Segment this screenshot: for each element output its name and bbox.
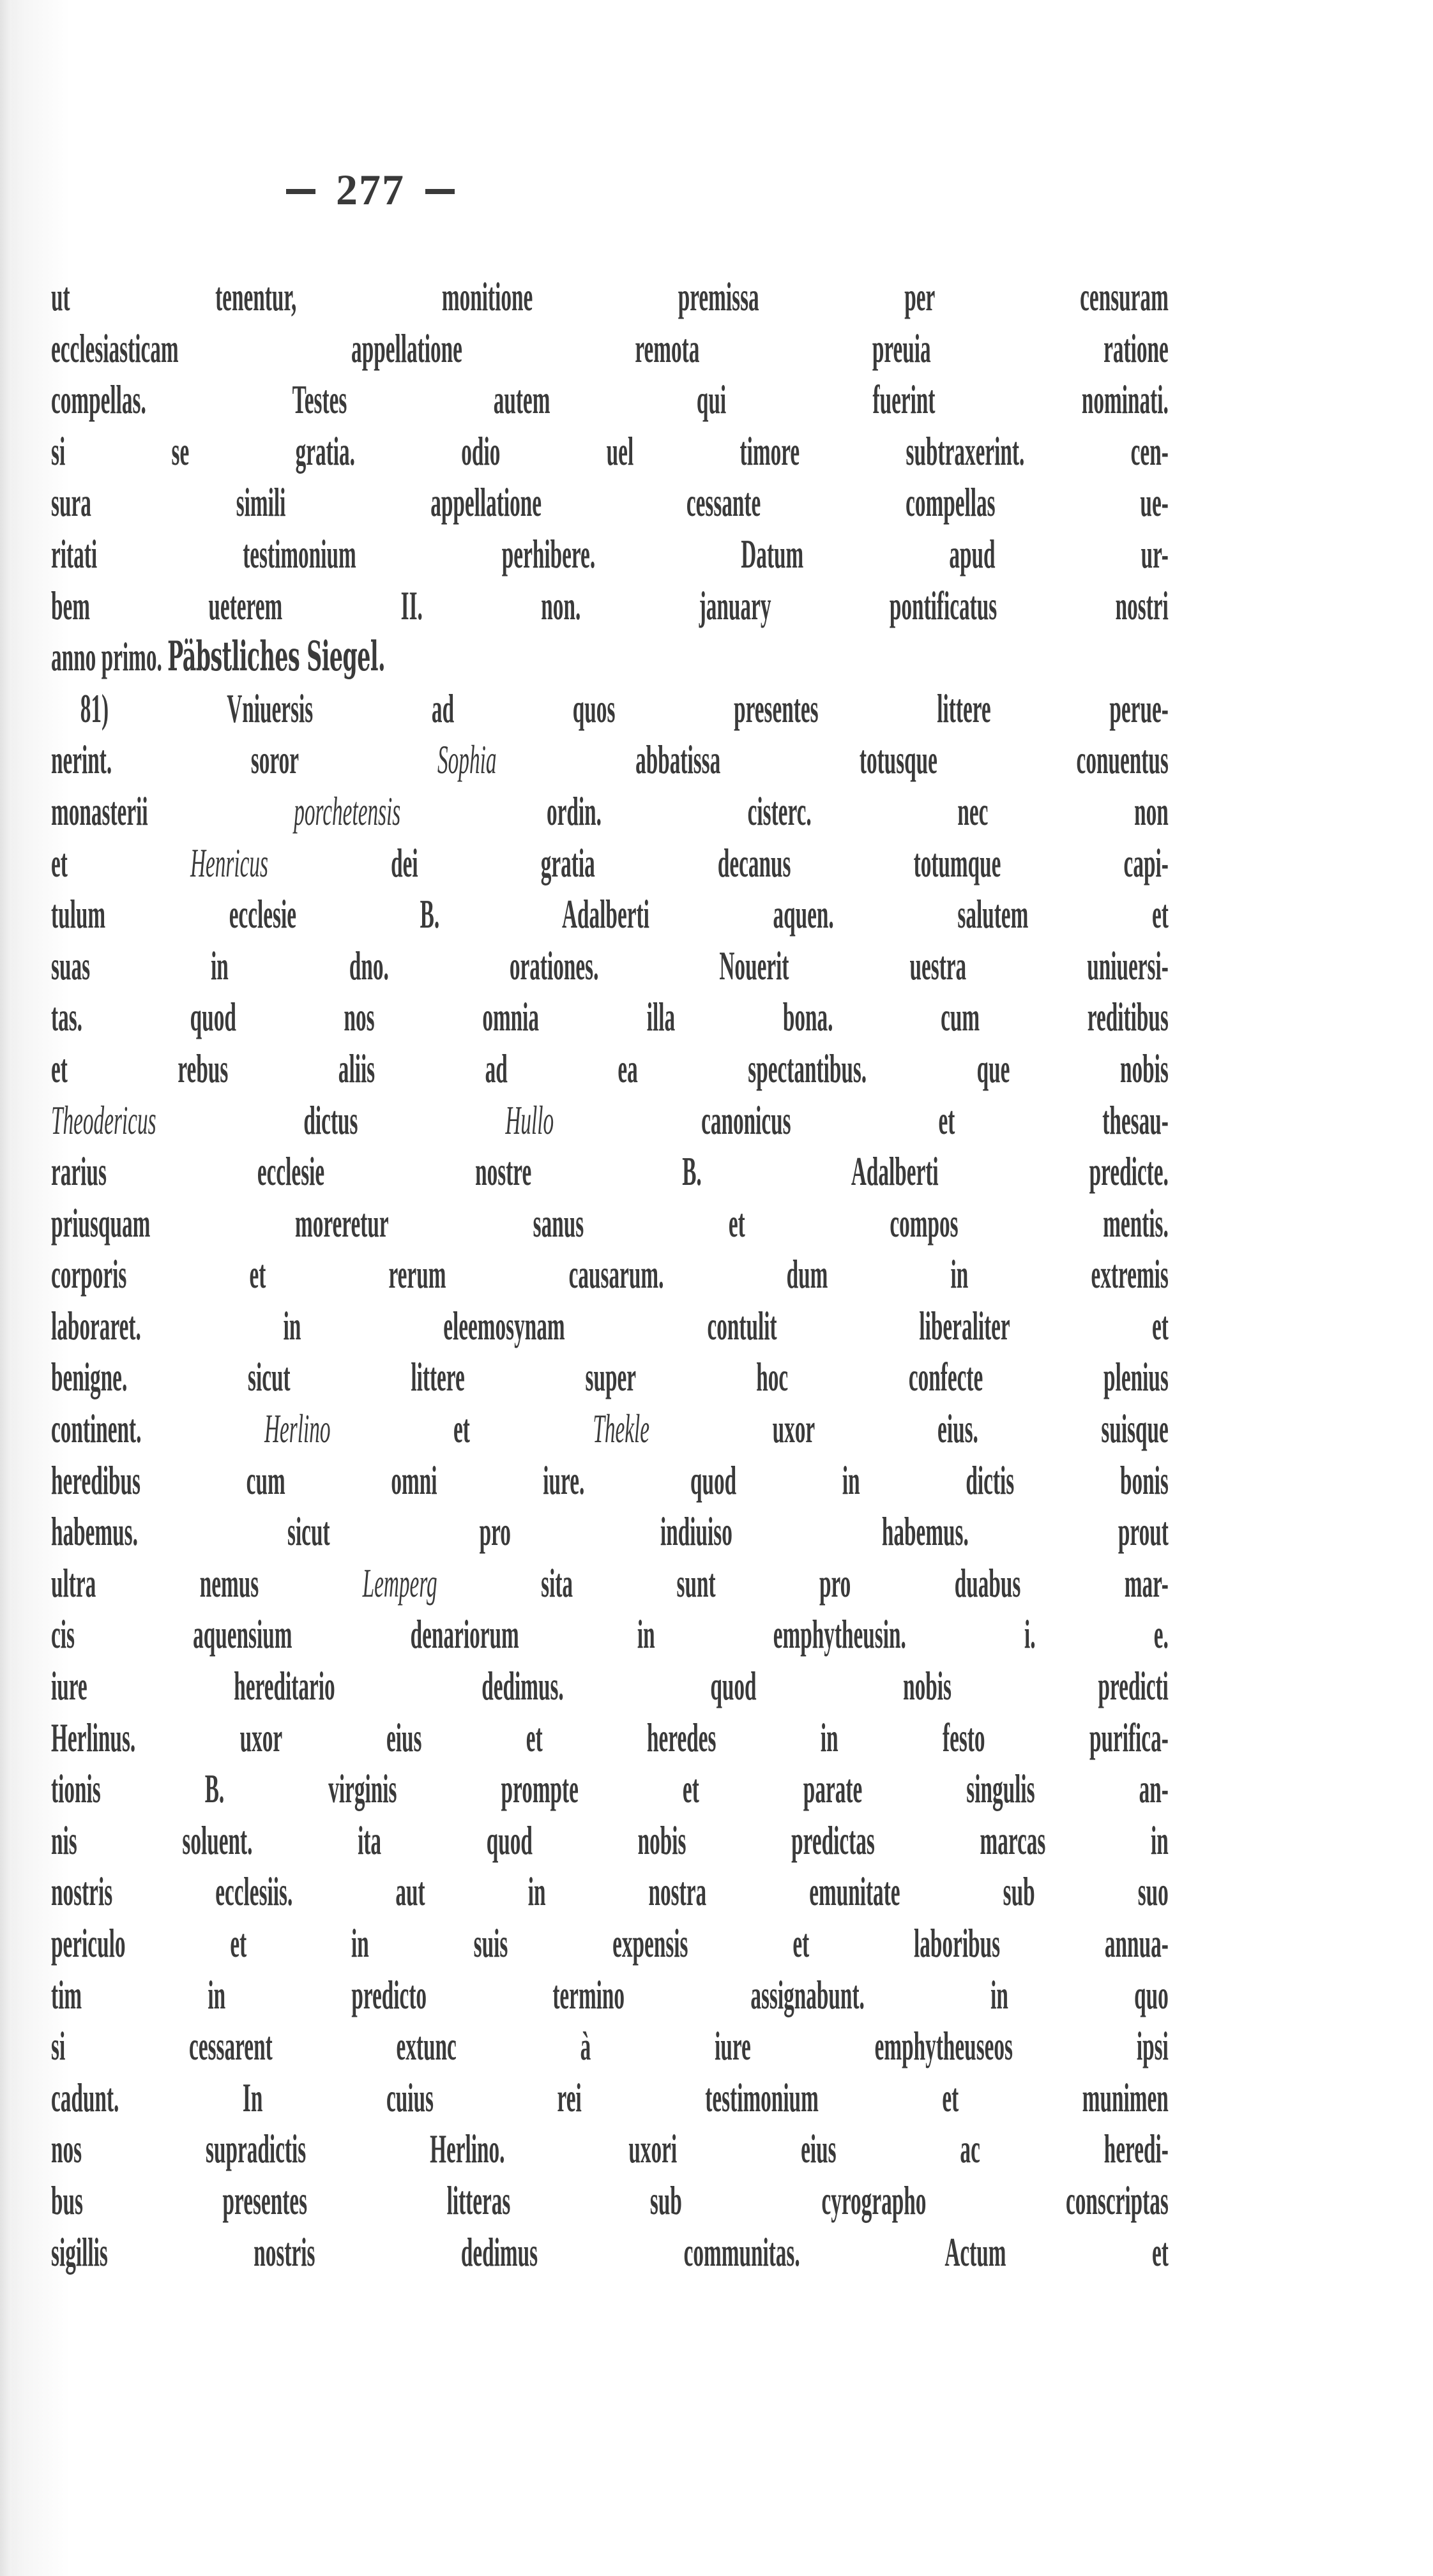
text-line	[51, 1866, 1169, 1918]
text-segment: iure hereditario dedimus. quod nobis predicti	[51, 1663, 1169, 1709]
text-segment: sura simili appellatione cessante compellas ue-	[51, 479, 1169, 525]
italic-name: Lemperg	[362, 1560, 437, 1606]
text-line	[51, 271, 1169, 323]
text-line	[51, 1918, 1169, 1970]
text-line	[51, 1300, 1169, 1352]
italic-name: Hullo	[505, 1097, 554, 1143]
text-line	[51, 580, 1169, 632]
text-line	[51, 2175, 1169, 2227]
text-line	[51, 2227, 1169, 2278]
dash-left	[286, 189, 315, 194]
text-segment: sigillis nostris dedimus communitas. Actum et	[51, 2229, 1169, 2275]
italic-name: Theodericus	[51, 1097, 156, 1143]
text-segment: corporis et rerum causarum. dum in extremis	[51, 1251, 1169, 1297]
text-line	[51, 2072, 1169, 2124]
text-segment: ordin. cisterc. nec non	[400, 788, 1169, 834]
text-segment: sita sunt pro duabus mar-	[437, 1560, 1169, 1606]
text-segment: et	[51, 840, 190, 885]
text-line	[51, 374, 1169, 426]
text-segment: si cessarent extunc à iure emphytheuseos ipsi	[51, 2023, 1169, 2069]
italic-name: porchetensis	[294, 788, 401, 834]
text-segment: canonicus et thesau-	[554, 1097, 1169, 1143]
text-segment: cis aquensium denariorum in emphytheusin. i. e.	[51, 1611, 1169, 1657]
italic-name: Herlino	[264, 1406, 331, 1452]
text-line	[51, 1198, 1169, 1249]
italic-name: Henricus	[190, 840, 268, 885]
text-line	[51, 1352, 1169, 1403]
dash-right	[425, 189, 455, 194]
text-line	[51, 426, 1169, 478]
text-line	[51, 889, 1169, 940]
text-line	[51, 1661, 1169, 1712]
text-segment: dei gratia decanus totumque capi-	[268, 840, 1169, 885]
text-line	[51, 838, 1169, 889]
text-line	[51, 1558, 1169, 1609]
text-segment: bus presentes litteras sub cyrographo conscriptas	[51, 2177, 1169, 2223]
text-line	[51, 991, 1169, 1043]
text-segment: et rebus aliis ad ea spectantibus. que nobis	[51, 1045, 1169, 1091]
text-segment: suas in dno. orationes. Nouerit uestra uniuersi-	[51, 942, 1169, 988]
page-number-header	[0, 165, 741, 215]
text-segment: tionis B. virginis prompte et parate singulis an-	[51, 1766, 1169, 1812]
text-segment: si se gratia. odio uel timore subtraxerint. cen-	[51, 428, 1169, 474]
text-line	[51, 1609, 1169, 1661]
text-line	[51, 2021, 1169, 2072]
text-segment: nos supradictis Herlino. uxori eius ac heredi-	[51, 2126, 1169, 2172]
text-segment: tulum ecclesie B. Adalberti aquen. salutem et	[51, 891, 1169, 937]
text-segment: periculo et in suis expensis et laboribus annua-	[51, 1920, 1169, 1966]
page-binding-edge	[0, 0, 11, 2576]
italic-name: Thekle	[593, 1406, 650, 1452]
text-segment: Herlinus. uxor eius et heredes in festo purifica-	[51, 1714, 1169, 1760]
body-text	[51, 271, 1169, 2278]
text-segment: dictus	[156, 1097, 506, 1143]
page-number: 277	[336, 165, 405, 214]
text-line	[51, 1815, 1169, 1867]
text-line	[51, 1146, 1169, 1198]
text-line	[51, 2123, 1169, 2175]
text-segment: bem ueterem II. non. january pontificatus nostri	[51, 582, 1169, 628]
text-segment: abbatissa totusque conuentus	[496, 737, 1169, 783]
text-line	[51, 529, 1169, 580]
text-segment: nis soluent. ita quod nobis predictas marcas in	[51, 1817, 1169, 1863]
text-line	[51, 323, 1169, 375]
text-segment: tim in predicto termino assignabunt. in quo	[51, 1971, 1169, 2017]
text-segment: compellas. Testes autem qui fuerint nominati.	[51, 377, 1169, 423]
text-segment: ut tenentur, monitione premissa per censuram	[51, 274, 1169, 319]
text-segment: anno primo.	[51, 634, 168, 680]
text-segment: cadunt. In cuius rei testimonium et munimen	[51, 2074, 1169, 2120]
text-line	[51, 1249, 1169, 1300]
fraktur-seal-note: Päbstliches Siegel.	[167, 633, 386, 681]
text-segment: rarius ecclesie nostre B. Adalberti predicte.	[51, 1149, 1169, 1194]
text-segment: uxor eius. suisque	[649, 1406, 1169, 1452]
text-line	[51, 1455, 1169, 1507]
text-segment: benigne. sicut littere super hoc confecte plenius	[51, 1354, 1169, 1400]
text-line	[51, 1506, 1169, 1558]
text-segment: nerint. soror	[51, 737, 438, 783]
text-segment: tas. quod nos omnia illa bona. cum reditibus	[51, 994, 1169, 1040]
text-segment: monasterii	[51, 788, 294, 834]
text-segment: priusquam moreretur sanus et compos mentis.	[51, 1200, 1169, 1246]
text-line	[51, 1043, 1169, 1095]
text-line	[51, 683, 1169, 735]
text-line	[51, 1970, 1169, 2021]
text-line	[51, 940, 1169, 992]
text-segment: et	[330, 1406, 593, 1452]
text-segment: 81) Vniuersis ad quos presentes littere perue-	[80, 685, 1169, 731]
text-segment: ultra nemus	[51, 1560, 363, 1606]
text-segment: ritati testimonium perhibere. Datum apud ur-	[51, 531, 1169, 576]
italic-name: Sophia	[437, 737, 497, 783]
text-line	[51, 1095, 1169, 1147]
text-segment: habemus. sicut pro indiuiso habemus. prout	[51, 1509, 1169, 1555]
text-segment: laboraret. in eleemosynam contulit liberaliter et	[51, 1302, 1169, 1348]
text-line	[51, 1763, 1169, 1815]
text-line	[51, 477, 1169, 529]
text-segment: nostris ecclesiis. aut in nostra emunitate sub suo	[51, 1869, 1169, 1915]
text-line	[51, 631, 1169, 683]
text-segment: continent.	[51, 1406, 264, 1452]
text-line	[51, 1712, 1169, 1764]
text-segment: ecclesiasticam appellatione remota preuia ratione	[51, 325, 1169, 371]
text-line	[51, 786, 1169, 838]
text-line	[51, 1403, 1169, 1455]
text-line	[51, 734, 1169, 786]
text-segment: heredibus cum omni iure. quod in dictis bonis	[51, 1457, 1169, 1503]
